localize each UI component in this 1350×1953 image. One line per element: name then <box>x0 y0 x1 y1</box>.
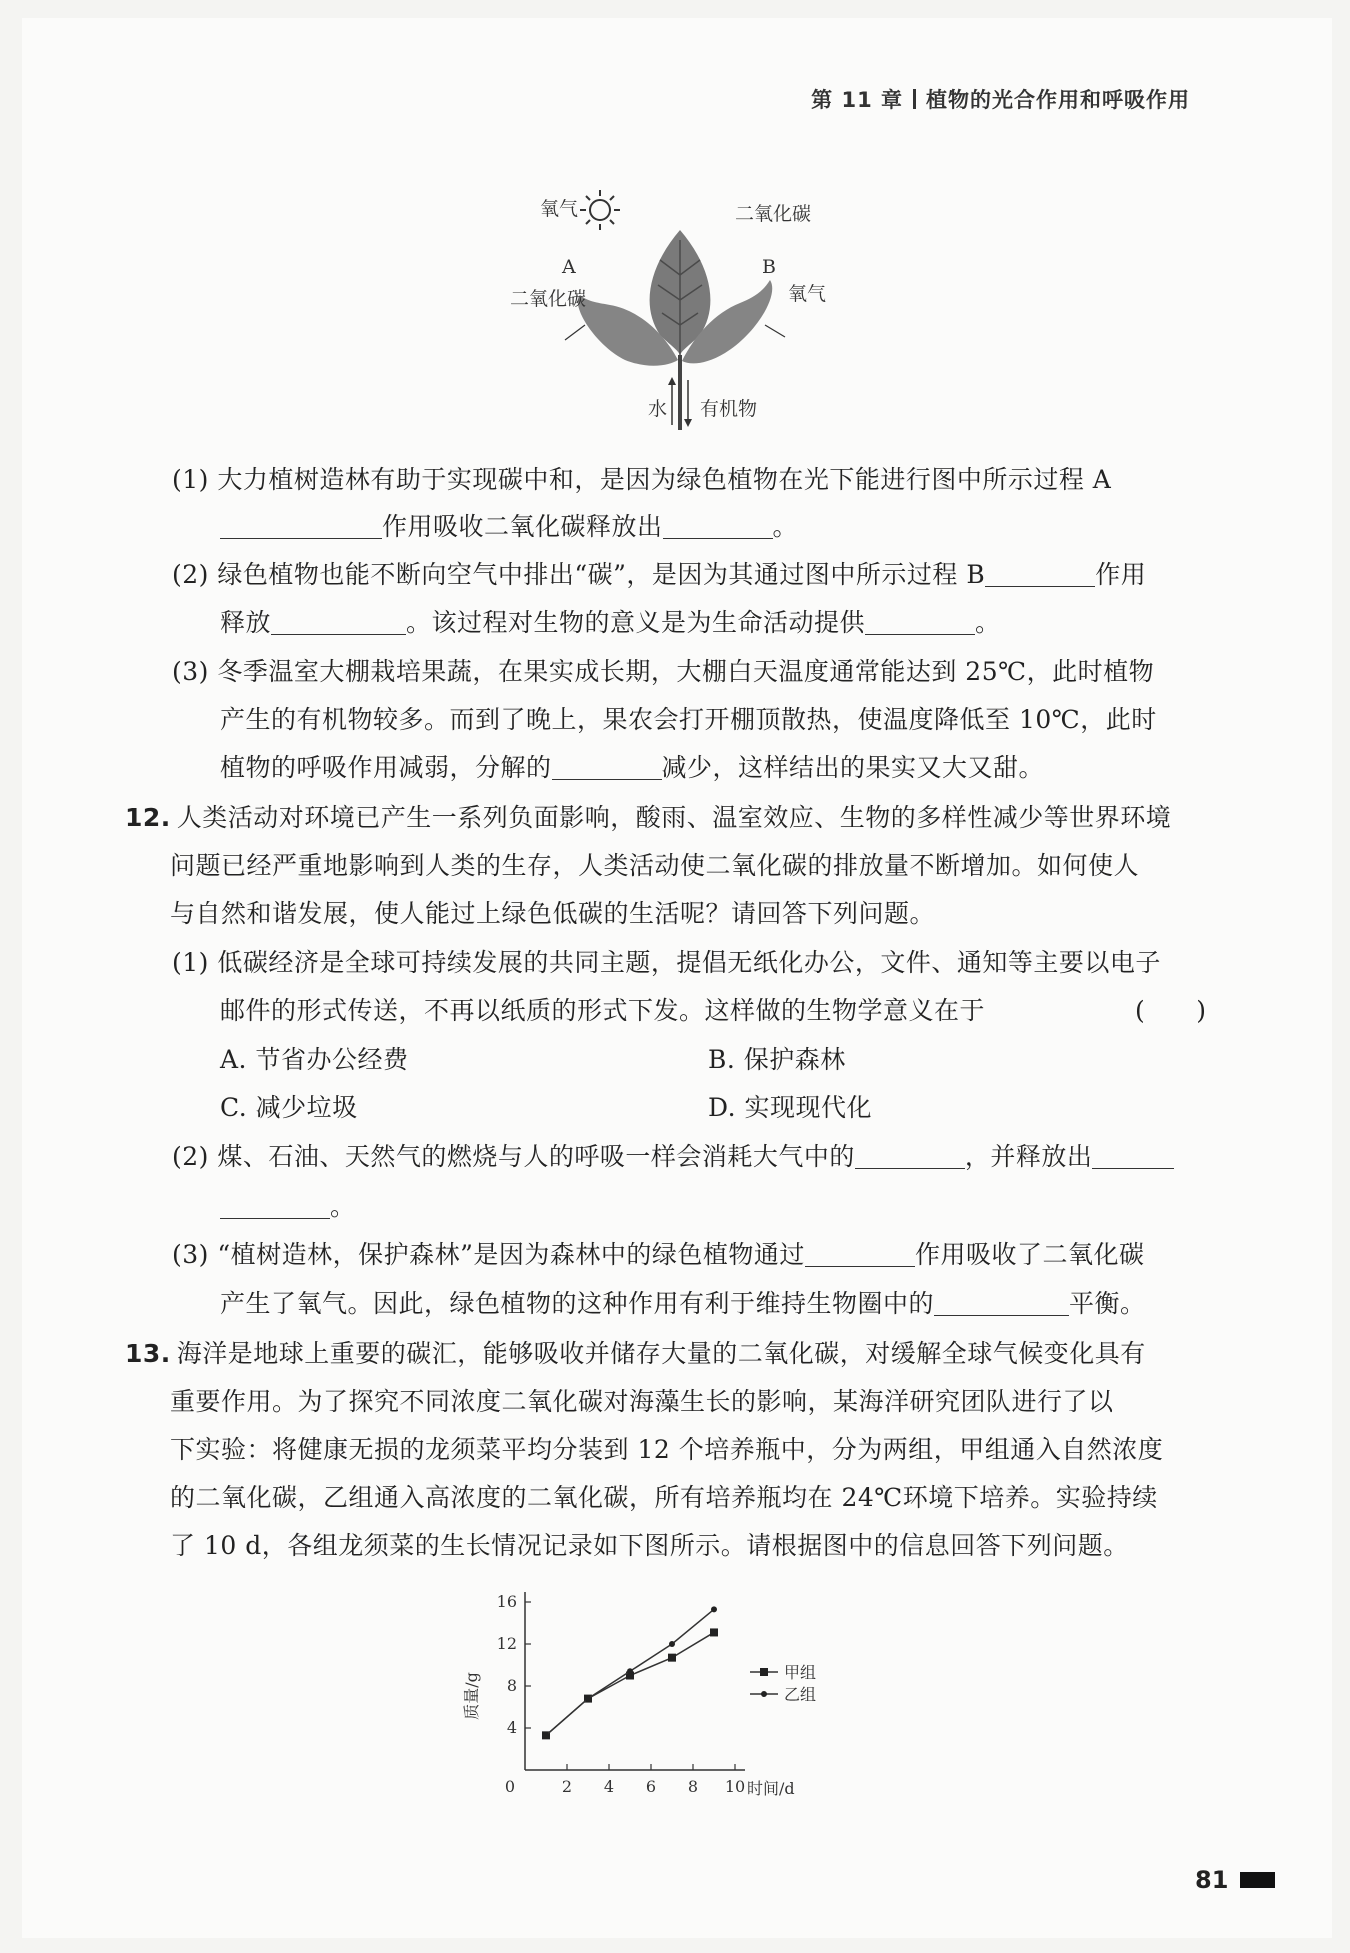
q13-stem-line2: 重要作用。为了探究不同浓度二氧化碳对海藻生长的影响，某海洋研究团队进行了以 <box>170 1387 1114 1416</box>
answer-blank[interactable] <box>271 608 406 635</box>
x-tick-label: 8 <box>687 1777 699 1796</box>
data-point <box>710 1628 718 1636</box>
option-d[interactable]: D. 实现现代化 <box>708 1093 873 1122</box>
q12-part3-line2: 产生了氧气。因此，绿色植物的这种作用有利于维持生物圈中的 平衡。 <box>220 1289 1146 1318</box>
data-point <box>585 1696 591 1702</box>
q12-part1-line2: 邮件的形式传送，不再以纸质的形式下发。这样做的生物学意义在于 <box>220 996 986 1025</box>
answer-blank[interactable] <box>663 512 773 539</box>
x-tick-label: 6 <box>645 1777 657 1796</box>
label-co2-left: 二氧化碳 <box>510 288 587 310</box>
page-number-bar <box>1240 1872 1275 1888</box>
answer-blank[interactable] <box>1092 1142 1174 1169</box>
q12-part2-line1: (2) 煤、石油、天然气的燃烧与人的呼吸一样会消耗大气中的 ，并释放出 <box>172 1140 1174 1174</box>
option-b[interactable]: B. 保护森林 <box>708 1045 846 1074</box>
x-tick-label: 4 <box>603 1777 615 1796</box>
x-tick-label: 2 <box>561 1777 573 1796</box>
x-axis-label: 时间/d <box>747 1779 795 1798</box>
label-oxygen-left: 氧气 <box>540 198 579 220</box>
question-number: 13. <box>125 1339 171 1368</box>
y-axis-label: 质量/g <box>462 1672 481 1720</box>
sun-icon <box>580 190 620 230</box>
y-tick-label: 4 <box>506 1718 517 1737</box>
q12-part3-line1: (3) “植树造林，保护森林”是因为森林中的绿色植物通过 作用吸收了二氧化碳 <box>172 1240 1145 1269</box>
label-marker-b: B <box>762 256 776 278</box>
label-co2-right: 二氧化碳 <box>735 203 812 225</box>
data-point <box>711 1606 717 1612</box>
y-tick-label: 12 <box>496 1634 517 1653</box>
answer-blank[interactable] <box>985 560 1095 587</box>
answer-blank[interactable] <box>934 1289 1069 1316</box>
label-water: 水 <box>648 398 668 420</box>
answer-blank[interactable] <box>220 1192 330 1219</box>
answer-blank[interactable] <box>865 608 975 635</box>
leaf-figure <box>500 185 860 440</box>
question-number: 12. <box>125 803 171 832</box>
q12-part2-line2: 。 <box>220 1190 356 1224</box>
answer-blank[interactable] <box>552 753 662 780</box>
q11-part1-line1: (1) 大力植树造林有助于实现碳中和，是因为绿色植物在光下能进行图中所示过程 A <box>172 465 1112 494</box>
growth-line-chart <box>455 1585 895 1800</box>
page-number: 81 <box>1195 1866 1229 1894</box>
legend-label: 甲组 <box>784 1663 817 1682</box>
answer-blank[interactable] <box>855 1142 965 1169</box>
q13-stem-line1: 13. 海洋是地球上重要的碳汇，能够吸收并储存大量的二氧化碳，对缓解全球气候变化具有 <box>125 1339 1146 1368</box>
data-point <box>543 1732 549 1738</box>
q12-stem-line2: 问题已经严重地影响到人类的生存，人类活动使二氧化碳的排放量不断增加。如何使人 <box>170 851 1140 880</box>
answer-blank[interactable] <box>220 512 382 539</box>
option-c[interactable]: C. 减少垃圾 <box>220 1093 358 1122</box>
answer-blank[interactable] <box>805 1240 915 1267</box>
q13-stem-line3: 下实验：将健康无损的龙须菜平均分装到 12 个培养瓶中，分为两组，甲组通入自然浓度 <box>170 1435 1164 1464</box>
q12-stem-line1: 12. 人类活动对环境已产生一系列负面影响，酸雨、温室效应、生物的多样性减少等世界环境 <box>125 803 1172 832</box>
y-tick-label: 8 <box>506 1676 517 1695</box>
series-line <box>546 1632 714 1735</box>
chapter-title: 植物的光合作用和呼吸作用 <box>926 88 1190 112</box>
data-point <box>669 1641 675 1647</box>
q13-stem-line5: 了 10 d，各组龙须菜的生长情况记录如下图所示。请根据图中的信息回答下列问题。 <box>170 1531 1129 1560</box>
chart-legend <box>750 1663 816 1704</box>
label-oxygen-right: 氧气 <box>788 283 827 305</box>
q11-part3-line1: (3) 冬季温室大棚栽培果蔬，在果实成长期，大棚白天温度通常能达到 25℃，此时植物 <box>172 657 1155 686</box>
q13-stem-line4: 的二氧化碳，乙组通入高浓度的二氧化碳，所有培养瓶均在 24℃环境下培养。实验持续 <box>170 1483 1158 1512</box>
chapter-number: 第 11 章 <box>811 88 903 112</box>
y-tick-label: 16 <box>496 1592 517 1611</box>
x-tick-label: 0 <box>504 1777 516 1796</box>
label-organic: 有机物 <box>700 398 758 420</box>
legend-marker <box>760 1668 768 1676</box>
header-divider <box>913 89 916 109</box>
q11-part2-line1: (2) 绿色植物也能不断向空气中排出“碳”，是因为其通过图中所示过程 B 作用 <box>172 560 1147 589</box>
data-point <box>668 1654 676 1662</box>
legend-marker <box>761 1691 767 1697</box>
q11-part3-line2: 产生的有机物较多。而到了晚上，果农会打开棚顶散热，使温度降低至 10℃，此时 <box>220 705 1157 734</box>
option-a[interactable]: A. 节省办公经费 <box>220 1045 409 1074</box>
q11-part3-line3: 植物的呼吸作用减弱，分解的 减少，这样结出的果实又大又甜。 <box>220 753 1045 782</box>
chart-axes <box>462 1592 795 1798</box>
q12-part1-line1: (1) 低碳经济是全球可持续发展的共同主题，提倡无纸化办公，文件、通知等主要以电子 <box>172 948 1161 977</box>
chart-series <box>542 1606 718 1739</box>
legend-label: 乙组 <box>784 1685 817 1704</box>
x-tick-label: 10 <box>724 1777 746 1796</box>
q12-stem-line3: 与自然和谐发展，使人能过上绿色低碳的生活呢？请回答下列问题。 <box>170 899 936 928</box>
chapter-header <box>811 84 1190 114</box>
q11-part1-line2: 作用吸收二氧化碳释放出 。 <box>220 510 798 544</box>
data-point <box>627 1668 633 1674</box>
answer-paren[interactable]: ( ) <box>1135 996 1207 1025</box>
label-marker-a: A <box>562 256 576 278</box>
q11-part2-line2: 释放 。该过程对生物的意义是为生命活动提供 。 <box>220 608 1001 637</box>
